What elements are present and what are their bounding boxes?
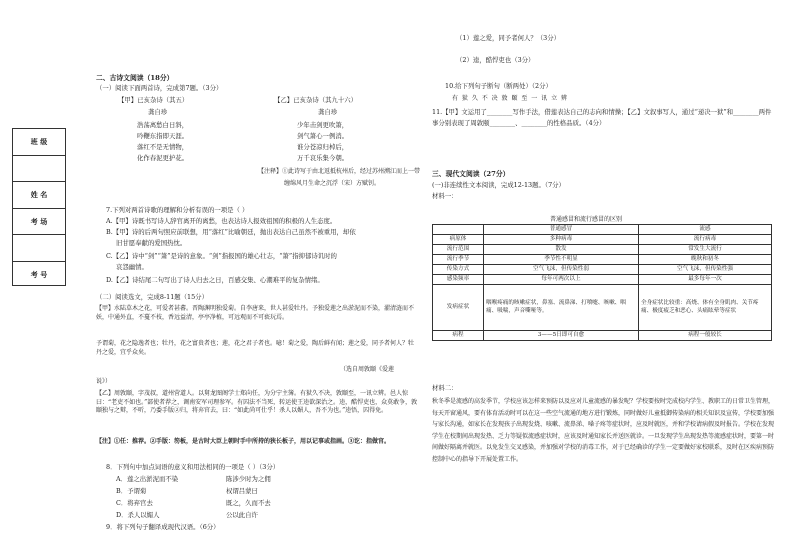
table-row-label: 病程 xyxy=(433,331,484,341)
exam-no-label: 考 号 xyxy=(30,270,48,279)
table-cell: 流行病毒 xyxy=(639,235,772,245)
table-cell: 全身症状比较重：高烧、体有全身肌肉、关节疼痛、极度疲乏和恶心、头痛眩晕等症状 xyxy=(639,285,772,331)
poemA-line4: 化作春泥更护花。 xyxy=(137,154,189,162)
table-row-label: 感染频率 xyxy=(433,275,484,285)
table-cell: 空气飞沫，但传染性强 xyxy=(639,265,772,275)
q8-c-right: 既之，久而不去 xyxy=(226,499,271,507)
q9: 9．将下列句子翻译成现代汉语。（6分） xyxy=(106,523,220,531)
section2-sub2: （二）阅读选文，完成8-11题（15分） xyxy=(96,293,208,301)
q8-b-left[interactable]: B．予谓菊 xyxy=(116,487,147,495)
class-label: 班 级 xyxy=(30,138,48,146)
student-info-panel xyxy=(12,128,66,286)
class-blank xyxy=(13,156,65,183)
name-field[interactable] xyxy=(13,182,65,209)
poemB-line1: 少年击剑更吹箫， xyxy=(297,121,349,129)
q7-option-c-cont: 哀怨幽情。 xyxy=(116,263,148,271)
table-row-label: 病原体 xyxy=(433,235,484,245)
poem-note2: 缠绵风月生命之沉浮（宋）方赋钊。 xyxy=(284,180,381,187)
q8-d-left[interactable]: D．杀人以媚人 xyxy=(116,511,160,519)
table-head-corner xyxy=(433,225,484,235)
poemB-author: 龚自珍 xyxy=(318,108,338,116)
table-row-label: 发病症状 xyxy=(433,285,484,331)
table-cell: 季节性不明显 xyxy=(484,255,639,265)
q8-a-left[interactable]: A．莲之出淤泥而不染 xyxy=(116,475,179,483)
q7-option-b[interactable]: B.【甲】诗的后两句照应前联想，用“落红”比喻朝廷，抛出表达自己虽然不被重用，却依 xyxy=(106,228,356,236)
poemA-line1: 浩荡离愁白日斜， xyxy=(137,121,189,129)
table-cell: 每年可两次以上 xyxy=(484,275,639,285)
table-cell: 3——5日即可自愈 xyxy=(484,331,639,341)
passage-b-note: 【注】①任：推荐。②手版：笏板，是古时大臣上朝时手中所持的狭长板子，用以记事或指画。③讫：指做官。 xyxy=(96,438,391,445)
q8-a-right: 陈涉少时为之佣 xyxy=(226,475,271,483)
table-cell: 空气飞沫，但传染性弱 xyxy=(484,265,639,275)
q7: 7.下列对两首诗歌的理解和分析有误的一项是（ ） xyxy=(106,206,249,214)
table-cell: 最多每年一次 xyxy=(639,275,772,285)
q8: 8．下列句中加点词语的意义和用法相同的一项是（ ）（3分） xyxy=(106,463,280,471)
table-cell: 多种病毒 xyxy=(484,235,639,245)
table-cell: 咽喉疼痛的咳嗽症状，鼻塞、流鼻涕、打喷嚏、咳嗽、咽痛、吸喘，声音嘶哑等。 xyxy=(484,285,639,331)
table-head-flu: 流感 xyxy=(639,225,772,235)
poemA-line3: 落红不是无情物， xyxy=(137,143,189,151)
class-field[interactable] xyxy=(13,129,65,156)
table-cell: 常发生大流行 xyxy=(639,245,772,255)
q9-2: （2）逵，酷悍吏也（3分） xyxy=(456,56,535,64)
q7-option-a[interactable]: A.【甲】诗既书写诗人辞官离开的离愁，也表达诗人报效祖国的积极的人生态度。 xyxy=(106,217,337,225)
q8-c-left[interactable]: C．将弃官去 xyxy=(116,499,153,507)
poemA-author: 龚自珍 xyxy=(148,108,168,116)
section2-sub1: （一）阅读下面两首诗，完成第7题。（3分） xyxy=(96,84,223,92)
q9-1: （1）莲之爱，同予者何人？（3分） xyxy=(456,34,560,42)
passage-a-2: 予谓菊，花之隐逸者也；牡丹，花之富贵者也；莲，花之君子者也。噫！菊之爱，陶后鲜有闻；莲之爱，同予者何人？牡丹之爱，宜乎众矣。 xyxy=(96,340,415,356)
passage-a: 【甲】水陆草木之花，可爱者甚蕃。晋陶渊明独爱菊。自李唐来，世人甚爱牡丹。予独爱莲之出淤泥而不染，濯清涟而不妖，中通外直，不蔓不枝，香远益清，亭亭净植，可远观而不可亵玩焉。 xyxy=(96,305,415,321)
table-row-label: 传染方式 xyxy=(433,265,484,275)
q8-b-right: 权谓吕蒙曰 xyxy=(226,487,258,495)
room-blank xyxy=(13,235,65,262)
room-field[interactable] xyxy=(13,209,65,236)
source-a-2: 说》） xyxy=(96,378,112,385)
table-cell: 晚秋和初冬 xyxy=(639,255,772,265)
material1-label: 材料一： xyxy=(432,192,458,200)
material2-label: 材料二： xyxy=(432,384,458,392)
q7-option-d[interactable]: D.【乙】诗结尾二句写出了诗人归去之日，百感交集、心潮难平的复杂情绪。 xyxy=(106,276,324,284)
poem-note: 【注释】①此诗写于由北返抵杭州后，经过苏州溯江而上一带 xyxy=(258,168,421,175)
table-cell: 病程一般较长 xyxy=(639,331,772,341)
table-row-label: 流行范围 xyxy=(433,245,484,255)
passage-b: 【乙】周敦颐，字茂叔，道州营道人。以舅龙图阁学士郑向任，为分宁主簿。有狱久不决，敦颐至，一讯立辨。邑人惊曰：“老吏不如也。”部使者荐之，调南安军司理参军。有囚法不当死，转运使王逵欲深治之。逵，酷悍吏也，众莫敢争，敦颐独与之辩，不听，乃委手版②归，将弃官去，曰：“如此尚可仕乎！杀人以媚人，吾不为也。”逵悟，囚得免。 xyxy=(96,390,418,415)
q11[interactable]: 11.【甲】文运用了________写作手法，借莲表达自己的志向和情操；【乙】文叙事写人，通过“递决一狱”和________两件事分别表现了周敦颐________、________的性格品质。（4分） xyxy=(432,108,772,127)
table-head-common: 普通感冒 xyxy=(484,225,639,235)
poemA-line2: 吟鞭东指即天涯。 xyxy=(137,132,189,140)
poemB-line3: 谁分苍凉归棹后， xyxy=(297,143,349,151)
table-row-label: 流行季节 xyxy=(433,255,484,265)
q8-d-right: 公以此自许 xyxy=(226,511,258,519)
poemB-title: 【乙】已亥杂诗（其九十六） xyxy=(274,96,358,104)
table-title: 普通感冒和流行感冒的区别 xyxy=(550,216,623,223)
source-a: （选自周敦颐《爱莲 xyxy=(340,366,395,373)
material2-text: 秋冬季是流感的高发季节，学校应该怎样来预防以及应对儿童流感的暴发呢？学校要按时完成校内学生、教职工的日常卫生管理，每天开窗通风，要有体育活动时可以在这一些空气流通的地方进行锻炼，同时做好儿童抵御传染病的相关知识及宣传，学校要加强与家长沟通，如家长在发现孩子出现发烧、咳嗽、流鼻涕、嗓子疼等症状时，应及时就医，并和学校请病假及时报告。学校在发现学生在校期间出现发热、乏力等疑似流感症状时，应该及时通知家长并送医就诊。一旦发现学生出现发热等流感症状时，要第一时间做好隔离并就医。以免发生交叉感染，并加强对学校的消毒工作，对于已经确诊的学生一定要做好家校联系，及时在区疾病预防控制中心的指导下开展处置工作。 xyxy=(432,398,775,463)
name-label: 姓 名 xyxy=(30,191,48,199)
q7-option-c[interactable]: C.【乙】诗中“剑”“箫”是诗的意象。“剑”指报国的雄心壮志，“箫”指抑郁诗讥时的 xyxy=(106,252,337,260)
q10: 10.给下列句子断句（断两处）（2分） xyxy=(445,82,552,90)
section3-title: 三、现代文阅读（27分） xyxy=(432,170,510,178)
poemA-title: 【甲】已亥杂诗（其五） xyxy=(118,96,189,104)
table-cell: 散发 xyxy=(484,245,639,255)
poemB-line2: 剑气箫心一例消。 xyxy=(297,132,349,140)
poemB-line4: 万千哀乐集今朝。 xyxy=(297,154,349,162)
exam-no-field[interactable] xyxy=(13,262,65,288)
room-label: 考 场 xyxy=(30,217,48,226)
section2-title: 二、古诗文阅读（18分） xyxy=(96,74,174,82)
flu-comparison-table xyxy=(432,224,772,341)
q7-option-b-cont: 旧甘愿奉献的爱国热忱。 xyxy=(116,239,187,247)
section3-sub1: (一)非连续性文本阅读，完成12-13题。（7分） xyxy=(432,181,565,189)
q10-text[interactable]: 有 狱 久 不 决 敦 颐 至 一 讯 立 辨 xyxy=(452,95,568,102)
